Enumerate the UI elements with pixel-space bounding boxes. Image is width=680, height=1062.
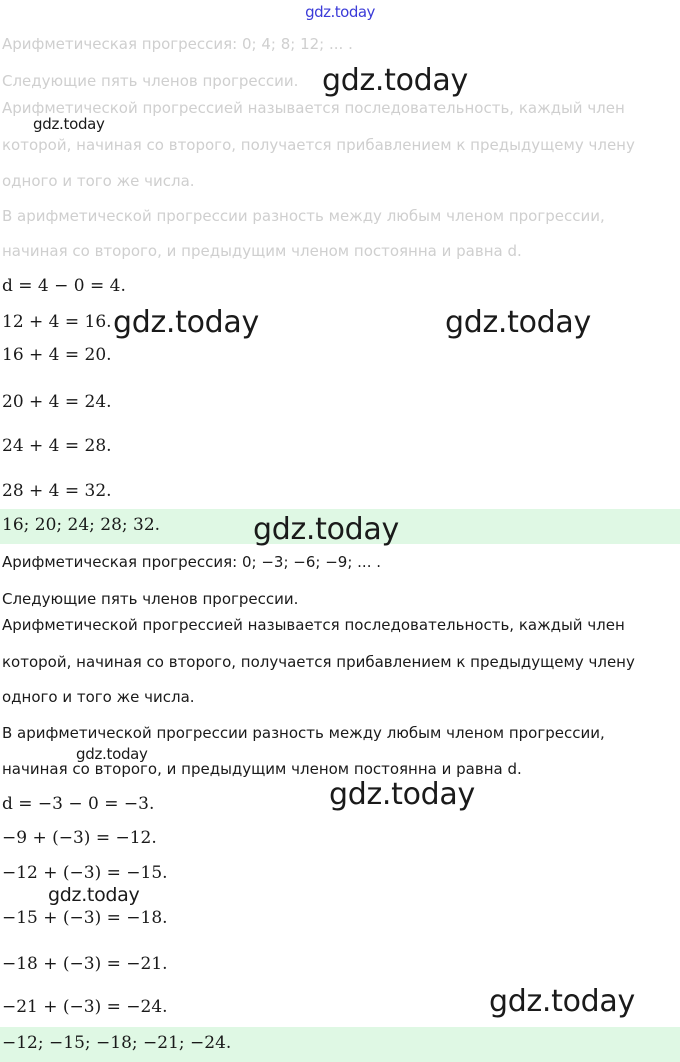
s2-property-line-1: В арифметической прогрессии разность между любым членом прогрессии, bbox=[2, 724, 605, 742]
watermark-text: gdz.today bbox=[329, 777, 475, 812]
watermark-text: gdz.today bbox=[322, 63, 468, 98]
s2-step: −15 + (−3) = −18. bbox=[2, 908, 168, 928]
s1-intro: Арифметическая прогрессия: 0; 4; 8; 12; ... . bbox=[2, 35, 353, 53]
s2-intro: Арифметическая прогрессия: 0; −3; −6; −9; ... . bbox=[2, 553, 381, 571]
s1-definition-line-3: одного и того же числа. bbox=[2, 172, 195, 190]
watermark-text: gdz.today bbox=[76, 745, 148, 763]
s2-answer: −12; −15; −18; −21; −24. bbox=[2, 1033, 232, 1053]
s1-task: Следующие пять членов прогрессии. bbox=[2, 72, 299, 90]
watermark-text: gdz.today bbox=[445, 305, 591, 340]
s2-definition-line-1: Арифметической прогрессией называется последовательность, каждый член bbox=[2, 616, 625, 634]
watermark-text: gdz.today bbox=[489, 984, 635, 1019]
watermark-text: gdz.today bbox=[33, 115, 105, 133]
s2-task: Следующие пять членов прогрессии. bbox=[2, 590, 299, 608]
watermark-text: gdz.today bbox=[113, 305, 259, 340]
s2-step: −9 + (−3) = −12. bbox=[2, 828, 157, 848]
watermark-text: gdz.today bbox=[253, 512, 399, 547]
s1-answer: 16; 20; 24; 28; 32. bbox=[2, 515, 161, 535]
s1-step: 16 + 4 = 20. bbox=[2, 345, 112, 365]
s2-step: −18 + (−3) = −21. bbox=[2, 954, 168, 974]
s1-definition-line-1: Арифметической прогрессией называется последовательность, каждый член bbox=[2, 99, 625, 117]
s1-property-line-2: начиная со второго, и предыдущим членом постоянна и равна d. bbox=[2, 242, 522, 260]
s2-step: −12 + (−3) = −15. bbox=[2, 863, 168, 883]
s1-definition-line-2: которой, начиная со второго, получается прибавлением к предыдущему члену bbox=[2, 136, 635, 154]
s1-step: 24 + 4 = 28. bbox=[2, 436, 112, 456]
s2-step: −21 + (−3) = −24. bbox=[2, 997, 168, 1017]
s1-step: 12 + 4 = 16. bbox=[2, 312, 112, 332]
s1-step: 20 + 4 = 24. bbox=[2, 392, 112, 412]
s2-answer-box bbox=[0, 1027, 680, 1062]
s2-step-difference: d = −3 − 0 = −3. bbox=[2, 794, 155, 814]
watermark-text: gdz.today bbox=[48, 884, 140, 906]
s2-definition-line-3: одного и того же числа. bbox=[2, 688, 195, 706]
s2-definition-line-2: которой, начиная со второго, получается прибавлением к предыдущему члену bbox=[2, 653, 635, 671]
s1-property-line-1: В арифметической прогрессии разность между любым членом прогрессии, bbox=[2, 207, 605, 225]
s2-property-line-2: начиная со второго, и предыдущим членом постоянна и равна d. bbox=[2, 760, 522, 778]
site-header-logo: gdz.today bbox=[305, 3, 375, 21]
s1-step: 28 + 4 = 32. bbox=[2, 481, 112, 501]
s1-step-difference: d = 4 − 0 = 4. bbox=[2, 276, 126, 296]
